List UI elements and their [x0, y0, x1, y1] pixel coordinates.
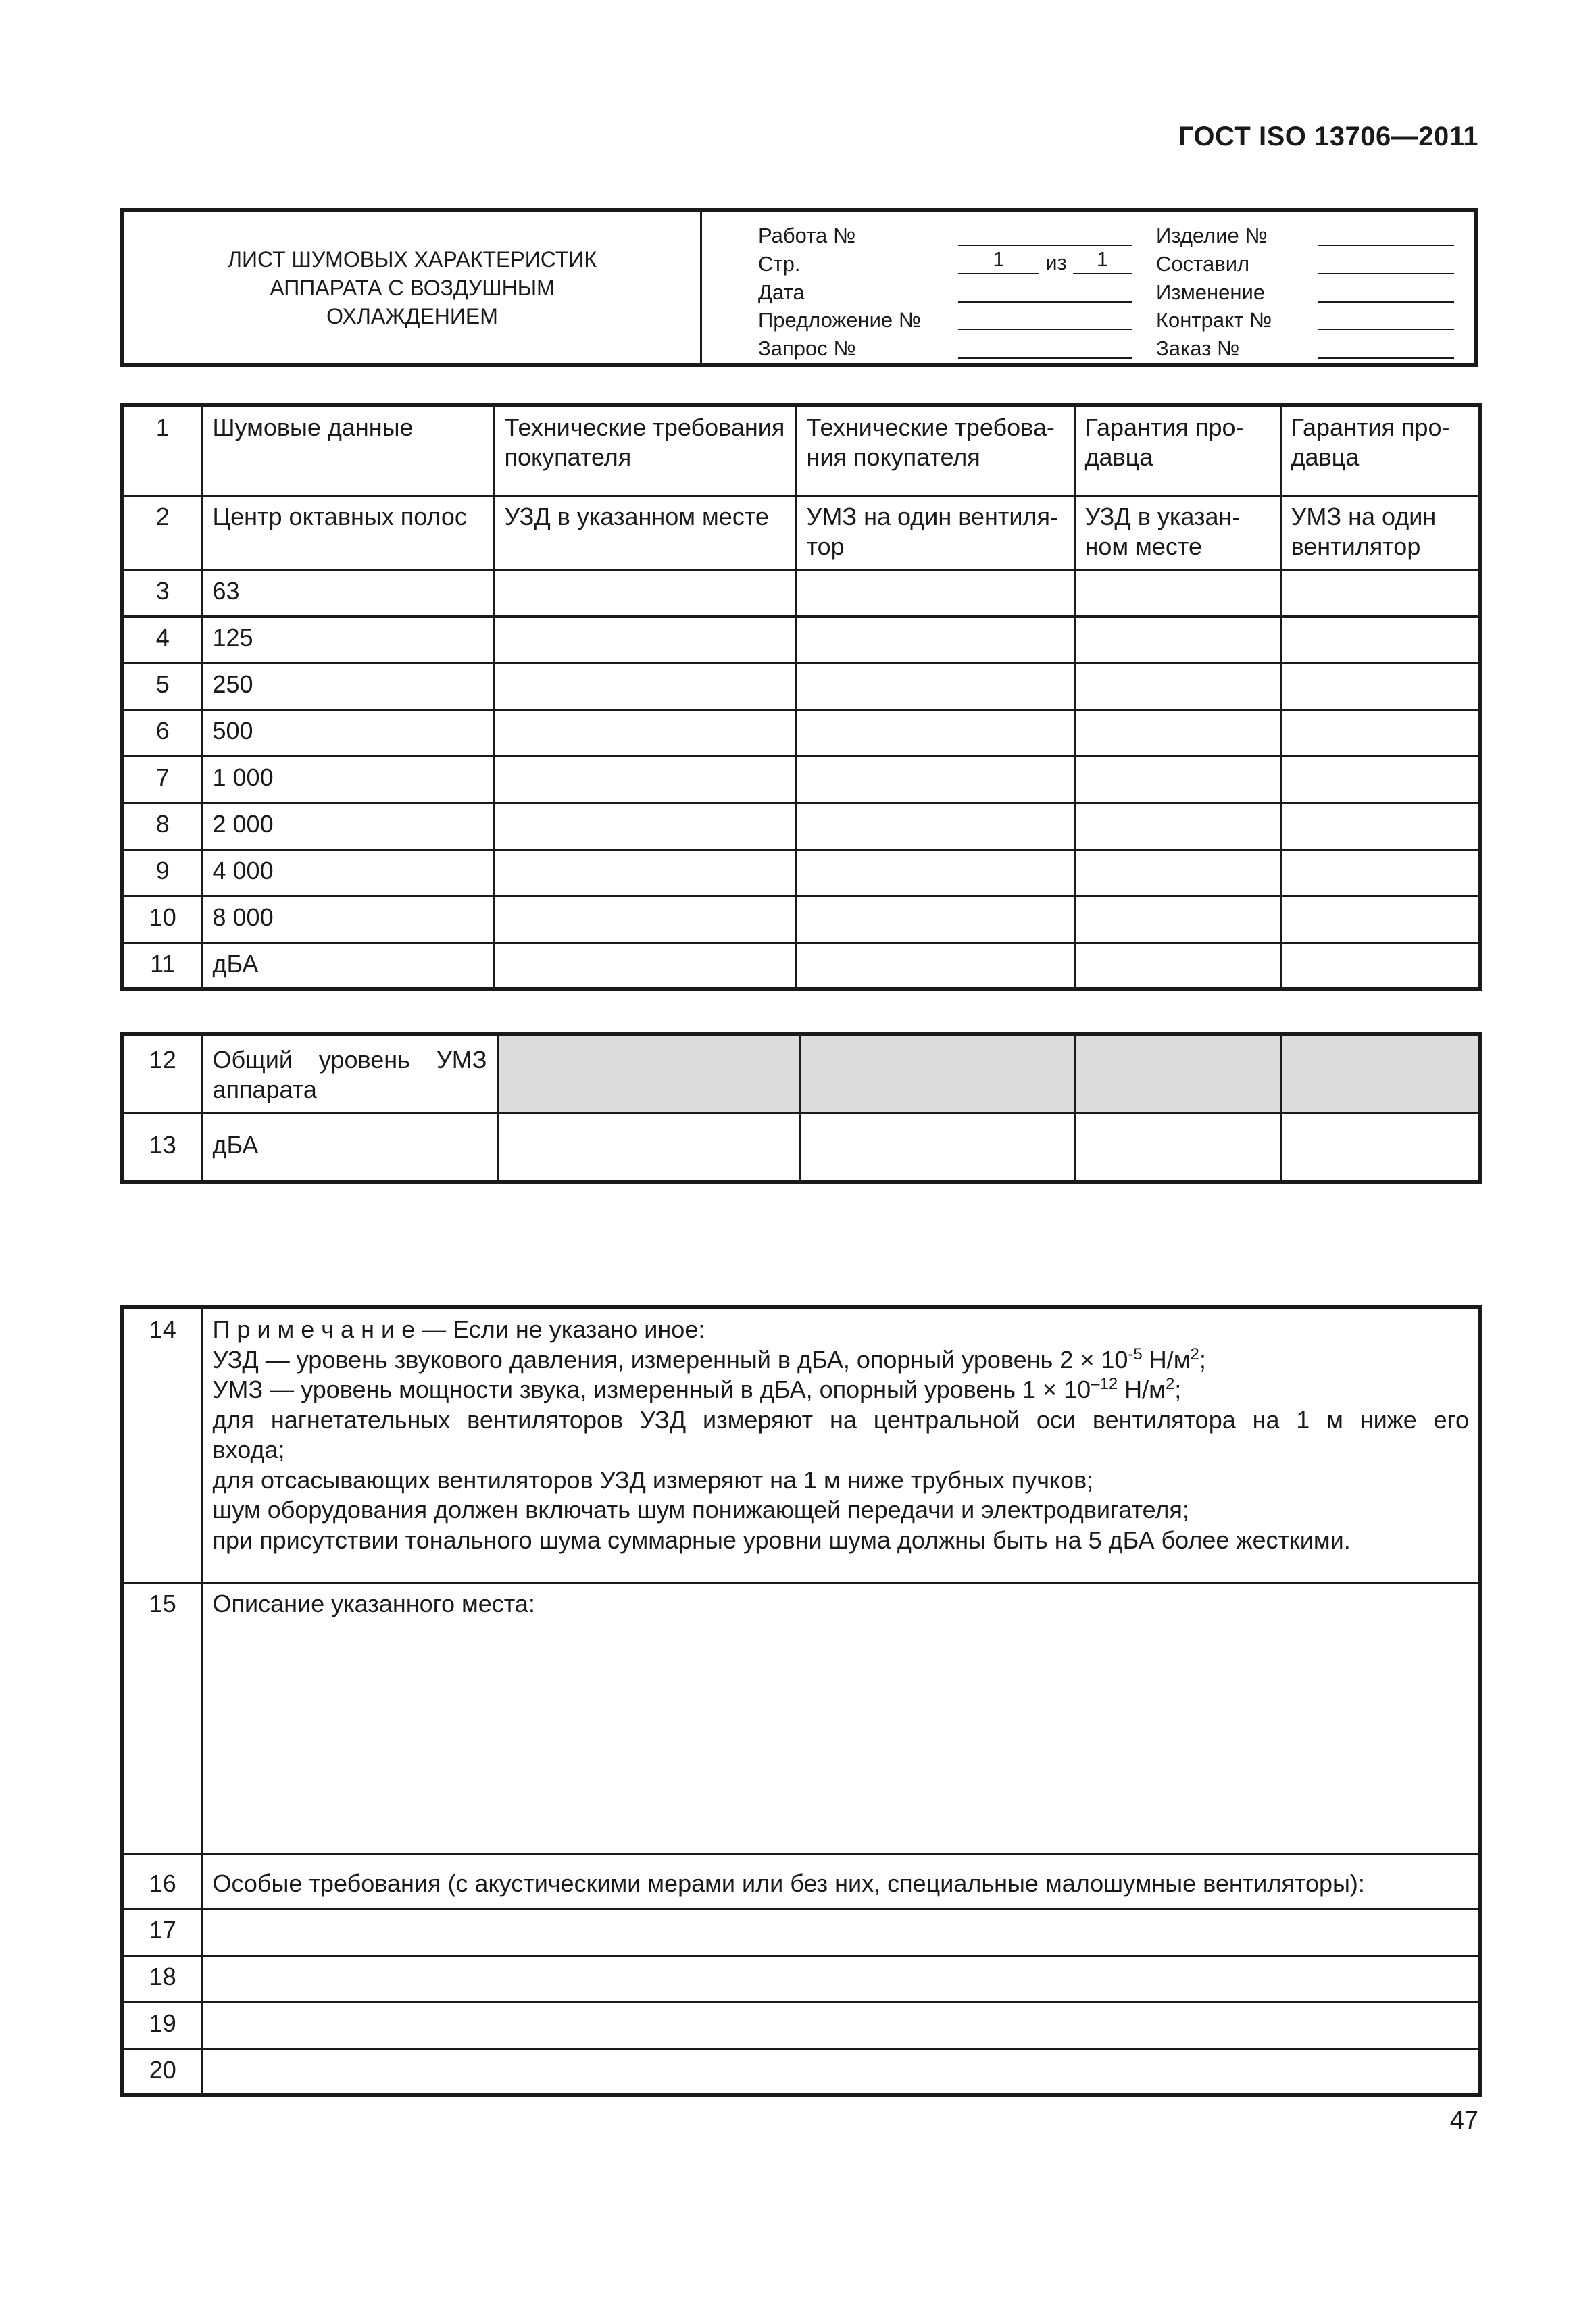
table-row	[122, 756, 1480, 803]
table-row	[122, 1034, 1480, 1113]
band-label: 1 000	[202, 756, 494, 803]
row-number: 3	[122, 570, 202, 616]
band-label: 500	[202, 709, 494, 756]
value-cell[interactable]	[1074, 709, 1280, 756]
table-row	[122, 849, 1480, 896]
row-number: 11	[122, 942, 202, 989]
field-label-item: Изделие №	[1156, 224, 1268, 247]
subheader-spl-location: УЗД в указанном месте	[494, 495, 796, 570]
field-label-revision: Изменение	[1156, 280, 1266, 304]
row-number: 17	[122, 1909, 202, 1955]
band-label: дБА	[202, 942, 494, 989]
value-cell[interactable]	[799, 1113, 1074, 1182]
field-label-job: Работа №	[758, 224, 856, 247]
value-cell[interactable]	[1074, 1113, 1280, 1182]
note-uzd-definition: УЗД — уровень звукового давления, измеренный в дБА, опорный уровень $2 \times 10^{-5}$ $Н/м^2$;	[212, 1344, 1206, 1374]
value-cell[interactable]	[1074, 570, 1280, 616]
band-label: 8 000	[202, 896, 494, 942]
band-label: 4 000	[202, 849, 494, 896]
blank-cell[interactable]	[202, 2048, 1480, 2095]
title-line: ЛИСТ ШУМОВЫХ ХАРАКТЕРИСТИК	[228, 247, 597, 272]
value-cell[interactable]	[796, 803, 1074, 849]
table-header-row	[122, 405, 1480, 495]
dba-label: дБА	[202, 1113, 497, 1182]
row-number: 18	[122, 1955, 202, 2002]
table-row	[122, 616, 1480, 663]
blank-row	[122, 2002, 1480, 2048]
row-number: 7	[122, 756, 202, 803]
blank-cell[interactable]	[202, 1955, 1480, 2002]
field-label-order: Заказ №	[1156, 336, 1240, 360]
value-cell[interactable]	[497, 1113, 799, 1182]
table-row	[122, 709, 1480, 756]
row-number: 1	[122, 405, 202, 495]
value-cell[interactable]	[796, 616, 1074, 663]
table-subheader-row	[122, 495, 1480, 570]
field-line-proposal[interactable]	[958, 329, 1132, 330]
row-number: 15	[122, 1582, 202, 1854]
value-cell[interactable]	[1074, 942, 1280, 989]
sheet-header	[120, 208, 1478, 367]
band-label: 2 000	[202, 803, 494, 849]
total-pwl-label-line: аппарата	[212, 1076, 317, 1103]
total-level-table	[120, 1032, 1482, 1184]
note-tonal-noise: при присутствии тонального шума суммарные уровни шума должны быть на 5 дБА более жесткими.	[212, 1526, 1351, 1554]
row-number: 8	[122, 803, 202, 849]
header-noise-data: Шумовые данные	[202, 405, 494, 495]
total-pwl-label-line: Общий уровень УМЗ	[212, 1046, 487, 1074]
location-description-row	[122, 1582, 1480, 1854]
field-line-prepared[interactable]	[1318, 273, 1454, 274]
value-cell[interactable]	[1280, 663, 1480, 709]
row-number: 5	[122, 663, 202, 709]
noise-data-table	[120, 403, 1482, 991]
field-label-inquiry: Запрос №	[758, 336, 856, 360]
value-cell[interactable]	[1074, 896, 1280, 942]
page-total-value: 1	[1096, 247, 1109, 271]
row-number: 9	[122, 849, 202, 896]
shaded-cell	[799, 1034, 1074, 1113]
row-number: 13	[122, 1113, 202, 1182]
header-vendor-guarantee: Гарантия про-давца	[1074, 405, 1280, 495]
table-row	[122, 803, 1480, 849]
value-cell[interactable]	[1074, 803, 1280, 849]
value-cell[interactable]	[494, 803, 796, 849]
shaded-cell	[1074, 1034, 1280, 1113]
blank-row	[122, 1955, 1480, 2002]
field-line-job[interactable]	[958, 245, 1132, 246]
note-text	[202, 1307, 1480, 1582]
value-cell[interactable]	[1074, 849, 1280, 896]
field-line-contract[interactable]	[1318, 329, 1454, 330]
note-equipment-noise: шум оборудования должен включать шум понижающей передачи и электродвигателя;	[212, 1496, 1189, 1524]
field-label-proposal: Предложение №	[758, 308, 922, 332]
value-cell[interactable]	[1280, 616, 1480, 663]
header-vendor-guarantee-2: Гарантия про-давца	[1280, 405, 1480, 495]
table-row	[122, 1113, 1480, 1182]
field-label-contract: Контракт №	[1156, 308, 1272, 332]
field-line-order[interactable]	[1318, 357, 1454, 359]
value-cell[interactable]	[1280, 849, 1480, 896]
value-cell[interactable]	[494, 942, 796, 989]
value-cell[interactable]	[494, 663, 796, 709]
value-cell[interactable]	[1280, 803, 1480, 849]
value-cell[interactable]	[1280, 756, 1480, 803]
total-pwl-label	[202, 1034, 497, 1113]
value-cell[interactable]	[1280, 942, 1480, 989]
note-discharge-fans: для нагнетательных вентиляторов УЗД измеряют на центральной оси вентилятора на 1 м ниже его	[212, 1405, 1469, 1434]
note-suction-fans: для отсасывающих вентиляторов УЗД измеряют на 1 м ниже трубных пучков;	[212, 1465, 1094, 1494]
page-of-separator: из	[1045, 251, 1067, 274]
value-cell[interactable]	[494, 849, 796, 896]
location-description[interactable]: Описание указанного места:	[202, 1582, 1480, 1854]
value-cell[interactable]	[494, 616, 796, 663]
value-cell[interactable]	[1280, 570, 1480, 616]
value-cell[interactable]	[796, 756, 1074, 803]
value-cell[interactable]	[796, 663, 1074, 709]
subheader-pwl-per-fan: УМЗ на один вентиля-тор	[796, 495, 1074, 570]
sheet-title	[124, 212, 702, 363]
value-cell[interactable]	[796, 942, 1074, 989]
value-cell[interactable]	[796, 570, 1074, 616]
blank-row	[122, 1909, 1480, 1955]
value-cell[interactable]	[1074, 756, 1280, 803]
band-label: 250	[202, 663, 494, 709]
field-label-date: Дата	[758, 280, 805, 304]
field-line-page-current[interactable]	[958, 273, 1039, 274]
note-lead: П р и м е ч а н и е — Если не указано иное:	[212, 1315, 705, 1343]
notes-table	[120, 1305, 1482, 2097]
value-cell[interactable]	[796, 849, 1074, 896]
header-buyer-requirements: Технические требования покупателя	[494, 405, 796, 495]
value-cell[interactable]	[1074, 663, 1280, 709]
value-cell[interactable]	[494, 709, 796, 756]
value-cell[interactable]	[1074, 616, 1280, 663]
value-cell[interactable]	[494, 756, 796, 803]
row-number: 2	[122, 495, 202, 570]
shaded-cell	[497, 1034, 799, 1113]
field-line-page-total[interactable]	[1073, 273, 1132, 274]
row-number: 14	[122, 1307, 202, 1582]
field-label-page: Стр.	[758, 252, 801, 276]
field-line-revision[interactable]	[1318, 301, 1454, 303]
table-row	[122, 896, 1480, 942]
subheader-octave-center: Центр октавных полос	[202, 495, 494, 570]
note-umz-definition: УМЗ — уровень мощности звука, измеренный в дБА, опорный уровень $1 \times 10^{-12}$ $Н/м^2$;	[212, 1375, 1182, 1403]
note-row	[122, 1307, 1480, 1582]
row-number: 20	[122, 2048, 202, 2095]
field-line-item[interactable]	[1318, 245, 1454, 246]
field-label-prepared: Составил	[1156, 252, 1250, 276]
special-requirements-row	[122, 1854, 1480, 1909]
band-label: 125	[202, 616, 494, 663]
header-buyer-requirements-2: Технические требова-ния покупателя	[796, 405, 1074, 495]
table-row	[122, 570, 1480, 616]
value-cell[interactable]	[1280, 709, 1480, 756]
row-number: 10	[122, 896, 202, 942]
page-number: 47	[1449, 2107, 1478, 2135]
row-number: 6	[122, 709, 202, 756]
subheader-pwl-per-fan-2: УМЗ на один вентилятор	[1280, 495, 1480, 570]
value-cell[interactable]	[796, 709, 1074, 756]
row-number: 4	[122, 616, 202, 663]
standard-designation: ГОСТ ISO 13706—2011	[1178, 122, 1478, 151]
value-cell[interactable]	[796, 896, 1074, 942]
value-cell[interactable]	[494, 570, 796, 616]
special-requirements[interactable]: Особые требования (с акустическими мерами или без них, специальные малошумные вентиляторы):	[202, 1854, 1480, 1909]
page-current-value: 1	[993, 247, 1005, 271]
note-discharge-fans-cont: входа;	[212, 1436, 285, 1463]
title-line: АППАРАТА С ВОЗДУШНЫМ	[270, 275, 555, 300]
field-line-inquiry[interactable]	[958, 357, 1132, 359]
subheader-spl-location-2: УЗД в указан-ном месте	[1074, 495, 1280, 570]
row-number: 19	[122, 2002, 202, 2048]
table-row	[122, 942, 1480, 989]
value-cell[interactable]	[494, 896, 796, 942]
blank-cell[interactable]	[202, 2002, 1480, 2048]
field-line-date[interactable]	[958, 301, 1132, 303]
blank-cell[interactable]	[202, 1909, 1480, 1955]
title-line: ОХЛАЖДЕНИЕМ	[326, 303, 498, 328]
band-label: 63	[202, 570, 494, 616]
value-cell[interactable]	[1280, 1113, 1480, 1182]
row-number: 12	[122, 1034, 202, 1113]
table-row	[122, 663, 1480, 709]
value-cell[interactable]	[1280, 896, 1480, 942]
blank-row	[122, 2048, 1480, 2095]
shaded-cell	[1280, 1034, 1480, 1113]
row-number: 16	[122, 1854, 202, 1909]
